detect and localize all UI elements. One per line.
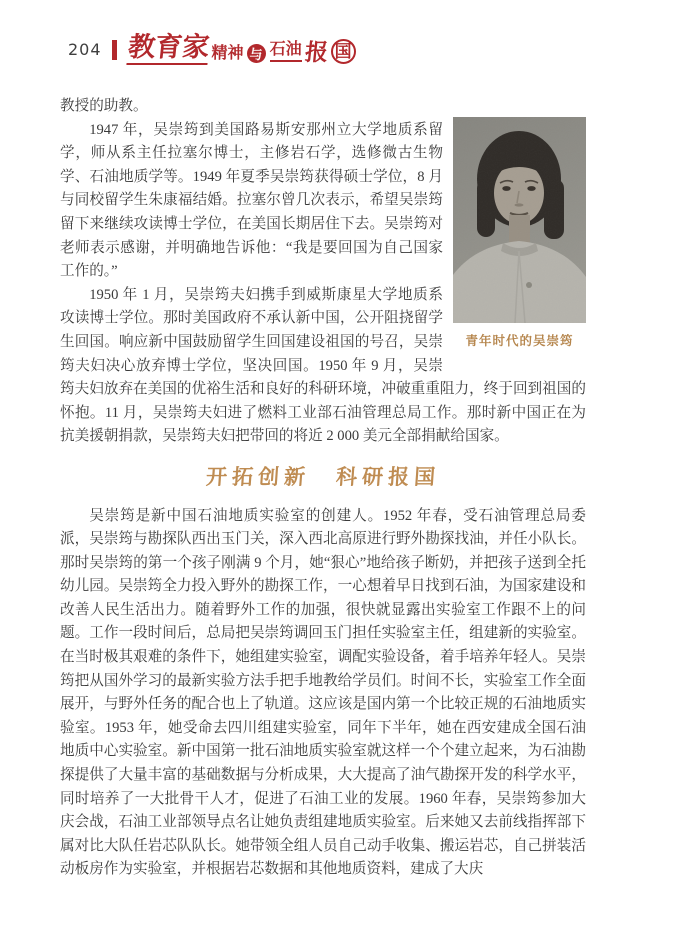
portrait-photo-image <box>453 117 586 323</box>
book-title-logo <box>128 34 356 65</box>
logo-oil-text: 石油 <box>270 42 302 62</box>
logo-nation-circled-text: 国 <box>331 39 356 64</box>
portrait-figure <box>453 117 586 354</box>
page-number: 204 <box>68 40 102 59</box>
paragraph-lab-founding: 吴崇筠是新中国石油地质实验室的创建人。1952 年春，受石油管理总局委派，吴崇筠与勘探队西出玉门关，深入西北高原进行野外勘探找油，并任小队长。那时吴崇筠的第一个孩子刚满 9 个月，她“狠心”地给孩子断奶，并把孩子送到全托幼儿园。吴崇筠全力投入野外的勘探工作，一心想着早日找到石油，为国家建设和改善人民生活出力。随着野外工作的加强，很快就显露出实验室工作跟不上的问题。工作一段时间后，总局把吴崇筠调回玉门担任实验室主任，组建新的实验室。在当时极其艰难的条件下，她组建实验室，调配实验设备，着手培养年轻人。吴崇筠把从国外学习的最新实验方法手把手地教给学员们。时间不长，实验室工作全面展开，与野外任务的配合也上了轨道。这应该是国内第一个比较正规的石油地质实验室。1953 年，她受命去四川组建实验室，同年下半年，她在西安建成全国石油地质中心实验室。新中国第一批石油地质实验室就这样一个个建立起来，为石油勘探提供了大量丰富的基础数据与分析成果，大大提高了油气勘探开发的科学水平，同时培养了一大批骨干人才，促进了石油工业的发展。1960 年春，吴崇筠参加大庆会战，石油工业部领导点名让她负责组建地质实验室。后来她又去前线指挥部下属对比大队任岩芯队队长。她带领全组人员自己动手收集、搬运岩芯，自己拼装活动板房作为实验室，并根据岩芯数据和其他地质资料，建成了大庆 <box>60 507 586 878</box>
logo-serve-text: 报 <box>303 40 329 65</box>
paragraph-1950: 1950 年 1 月，吴崇筠夫妇携手到威斯康星大学地质系攻读博士学位。那时美国政府不承认新中国，公开阻挠留学生回国。响应新中国鼓励留学生回国建设祖国的号召，吴崇筠夫妇决心放弃博士学位，坚决回国。1950 年 9 月，吴崇筠夫妇放弃在美国的优裕生活和良好的科研环境，冲破重重阻力，终于回到祖国的怀抱。11 月，吴崇筠夫妇进了燃料工业部石油管理总局工作。那时新中国正在为抗美援朝捐款，吴崇筠夫妇把带回的将近 2 000 美元全部捐献给国家。 <box>60 286 586 445</box>
logo-spirit-text: 精神 <box>211 45 244 62</box>
paragraph-1947: 1947 年，吴崇筠到美国路易斯安那州立大学地质系留学，师从系主任拉塞尔博士，主修岩石学，选修微古生物学、石油地质学等。1949 年夏季吴崇筠获得硕士学位，8 月与同校留学生朱康福结婚。拉塞尔曾几次表示，希望吴崇筠留下来继续攻读博士学位，在美国长期居住下去。吴崇筠对老师表示感谢，并明确地告诉他：“我是要回国为自己国家工作的。” <box>60 121 443 280</box>
section-heading: 开拓创新 科研报国 <box>205 464 441 489</box>
logo-educator-text: 教育家 <box>126 34 210 65</box>
article-body <box>60 95 586 882</box>
header-divider-bar <box>112 40 117 60</box>
logo-and-circle-icon: 与 <box>247 44 266 63</box>
paragraph-lead: 教授的助教。 <box>60 98 148 114</box>
photo-caption: 青年时代的吴崇筠 <box>465 334 574 348</box>
page-header <box>68 34 356 65</box>
